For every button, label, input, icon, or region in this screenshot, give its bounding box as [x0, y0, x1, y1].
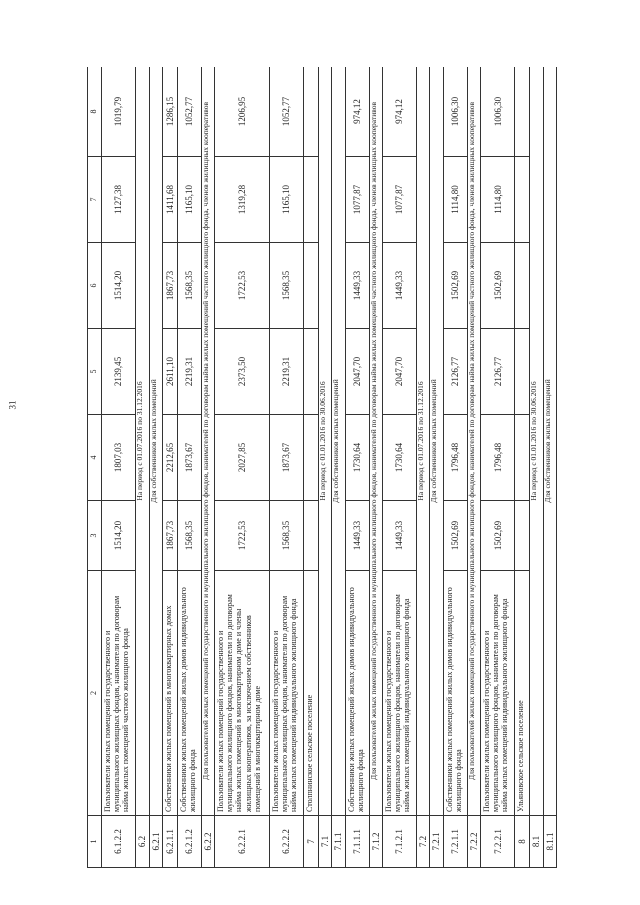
tariff-value: 2139,45 [102, 329, 136, 415]
tariff-value: 974,12 [345, 67, 369, 157]
table-row [102, 67, 136, 868]
row-code: 7.1.2.1 [382, 816, 416, 868]
empty-cell [304, 67, 319, 157]
tariff-value: 1502,69 [481, 501, 515, 571]
tariff-value: 1722,53 [215, 501, 270, 571]
empty-cell [304, 329, 319, 415]
empty-cell [304, 157, 319, 243]
row-description: Пользователи жилых помещений государственного и муниципального жилищного фондов, наниматели по договорам найма жилых помещений индивидуального жилищного фонда [481, 571, 515, 816]
section-row [304, 67, 319, 868]
row-code: 6.2.2.2 [269, 816, 303, 868]
tariff-value: 1568,35 [269, 501, 303, 571]
tariff-value: 1006,30 [481, 67, 515, 157]
tariff-value: 1077,87 [345, 157, 369, 243]
tariff-value: 1206,95 [215, 67, 270, 157]
tariff-table-rotated [87, 67, 557, 868]
tariff-value: 1568,35 [177, 501, 201, 571]
tariff-value: 1502,69 [481, 243, 515, 329]
period-row [369, 67, 382, 868]
period-row [543, 67, 556, 868]
column-number-header: 4 [88, 415, 102, 501]
tariff-value: 1867,73 [162, 501, 177, 571]
period-label: На период с 01.01.2016 по 30.06.2016 [318, 67, 331, 816]
tariff-value: 1077,87 [382, 157, 416, 243]
period-row [136, 67, 149, 868]
table-row [269, 67, 303, 868]
empty-cell [515, 67, 530, 157]
tariff-value: 1449,33 [382, 243, 416, 329]
period-label: Для собственников жилых помещений [149, 67, 162, 816]
empty-cell [515, 501, 530, 571]
period-label: На период с 01.07.2016 по 31.12.2016 [417, 67, 430, 816]
table-row [215, 67, 270, 868]
tariff-value: 1514,20 [102, 243, 136, 329]
tariff-value: 1286,15 [162, 67, 177, 157]
empty-cell [304, 243, 319, 329]
row-description: Собственники жилых помещений жилых домов индивидуального жилищного фонда [345, 571, 369, 816]
period-row [332, 67, 345, 868]
row-code: 7.2.1.1 [443, 816, 467, 868]
tariff-value: 1796,48 [481, 415, 515, 501]
tariff-value: 1873,67 [269, 415, 303, 501]
period-row [417, 67, 430, 868]
row-code: 7.1.2 [369, 816, 382, 868]
empty-cell [515, 243, 530, 329]
row-code: 7.2 [417, 816, 430, 868]
row-code: 6.2.1.1 [162, 816, 177, 868]
table-row [177, 67, 201, 868]
period-label: Для собственников жилых помещений [543, 67, 556, 816]
row-code: 8.1 [530, 816, 543, 868]
row-description: Пользователи жилых помещений государственного и муниципального жилищного фондов, наниматели по договорам найма жилых помещений в многоквартирном доме и члены жилищных кооперативов, за исключением собственников помещений в многоквартирном доме [215, 571, 270, 816]
period-row [467, 67, 480, 868]
row-description: Собственники жилых помещений в многоквартирных домах [162, 571, 177, 816]
column-number-header: 7 [88, 157, 102, 243]
period-label: Для пользователей жилых помещений государственного и муниципального жилищного фондов, нанимателей по договорам найма жилых помещений частного жилищного фонда, членов жилищных кооперативов [369, 67, 382, 816]
row-code: 6.2.1 [149, 816, 162, 868]
period-label: Для собственников жилых помещений [430, 67, 443, 816]
empty-cell [304, 501, 319, 571]
row-code: 7.2.2 [467, 816, 480, 868]
row-code: 7.2.2.1 [481, 816, 515, 868]
period-row [201, 67, 214, 868]
column-number-header: 8 [88, 67, 102, 157]
row-code: 6.2 [136, 816, 149, 868]
tariff-value: 1114,80 [481, 157, 515, 243]
tariff-value: 2126,77 [481, 329, 515, 415]
tariff-value: 1114,80 [443, 157, 467, 243]
row-code: 6.2.1.2 [177, 816, 201, 868]
column-number-header: 1 [88, 816, 102, 868]
period-label: Для пользователей жилых помещений государственного и муниципального жилищного фондов, нанимателей по договорам найма жилых помещений частного жилищного фонда, членов жилищных кооперативов [201, 67, 214, 816]
tariff-value: 1052,77 [177, 67, 201, 157]
column-number-header: 2 [88, 571, 102, 816]
period-row [318, 67, 331, 868]
column-number-header: 6 [88, 243, 102, 329]
tariff-value: 974,12 [382, 67, 416, 157]
row-description: Собственники жилых помещений жилых домов индивидуального жилищного фонда [177, 571, 201, 816]
tariff-value: 1019,79 [102, 67, 136, 157]
tariff-value: 1449,33 [382, 501, 416, 571]
table-row [481, 67, 515, 868]
tariff-value: 1165,10 [269, 157, 303, 243]
tariff-value: 1807,03 [102, 415, 136, 501]
tariff-value: 1722,53 [215, 243, 270, 329]
empty-cell [515, 415, 530, 501]
row-code: 6.2.2.1 [215, 816, 270, 868]
tariff-value: 1730,64 [345, 415, 369, 501]
period-row [430, 67, 443, 868]
column-number-header: 3 [88, 501, 102, 571]
page-number: 31 [7, 400, 18, 410]
row-code: 7 [304, 816, 319, 868]
row-code: 6.1.2.2 [102, 816, 136, 868]
row-description: Пользователи жилых помещений государственного и муниципального жилищного фондов, наниматели по договорам найма жилых помещений индивидуального жилищного фонда [382, 571, 416, 816]
tariff-value: 2126,77 [443, 329, 467, 415]
section-row [515, 67, 530, 868]
row-description: Собственники жилых помещений жилых домов индивидуального жилищного фонда [443, 571, 467, 816]
period-label: На период с 01.01.2016 по 30.06.2016 [530, 67, 543, 816]
table-row [443, 67, 467, 868]
tariff-value: 1052,77 [269, 67, 303, 157]
period-row [149, 67, 162, 868]
row-code: 8 [515, 816, 530, 868]
tariff-value: 2219,31 [177, 329, 201, 415]
tariff-value: 1568,35 [177, 243, 201, 329]
row-code: 8.1.1 [543, 816, 556, 868]
header-row [88, 67, 102, 868]
tariff-value: 2219,31 [269, 329, 303, 415]
tariff-value: 2212,65 [162, 415, 177, 501]
period-row [530, 67, 543, 868]
period-label: Для пользователей жилых помещений государственного и муниципального жилищного фондов, нанимателей по договорам найма жилых помещений частного жилищного фонда, членов жилищных кооперативов [467, 67, 480, 816]
empty-cell [304, 415, 319, 501]
tariff-value: 2373,50 [215, 329, 270, 415]
tariff-value: 2047,70 [382, 329, 416, 415]
tariff-value: 1502,69 [443, 501, 467, 571]
row-code: 7.1 [318, 816, 331, 868]
empty-cell [515, 329, 530, 415]
section-title: Столпнинское сельское поселение [304, 571, 319, 816]
tariff-value: 2047,70 [345, 329, 369, 415]
tariff-value: 1127,38 [102, 157, 136, 243]
tariff-value: 1867,73 [162, 243, 177, 329]
row-code: 7.2.1 [430, 816, 443, 868]
tariff-value: 1449,33 [345, 501, 369, 571]
table-row [162, 67, 177, 868]
period-label: Для собственников жилых помещений [332, 67, 345, 816]
tariff-value: 1449,33 [345, 243, 369, 329]
section-title: Ульяновское сельское поселение [515, 571, 530, 816]
row-code: 7.1.1 [332, 816, 345, 868]
tariff-value: 1006,30 [443, 67, 467, 157]
table-row [345, 67, 369, 868]
column-number-header: 5 [88, 329, 102, 415]
tariff-value: 1502,69 [443, 243, 467, 329]
tariff-value: 1514,20 [102, 501, 136, 571]
tariff-value: 2027,85 [215, 415, 270, 501]
tariff-value: 1796,48 [443, 415, 467, 501]
rotated-table-sheet [87, 67, 557, 868]
row-code: 6.2.2 [201, 816, 214, 868]
row-description: Пользователи жилых помещений государственного и муниципального жилищных фондов, наниматели по договорам найма жилых помещений частного жилищного фонда [102, 571, 136, 816]
row-description: Пользователи жилых помещений государственного и муниципального жилищных фондов, наниматели по договорам найма жилых помещений индивидуального жилищного фонда [269, 571, 303, 816]
table-row [382, 67, 416, 868]
tariff-value: 1165,10 [177, 157, 201, 243]
empty-cell [515, 157, 530, 243]
tariff-value: 2611,10 [162, 329, 177, 415]
tariff-table [87, 67, 557, 868]
tariff-value: 1411,68 [162, 157, 177, 243]
period-label: На период с 01.07.2016 по 31.12.2016 [136, 67, 149, 816]
tariff-value: 1730,64 [382, 415, 416, 501]
tariff-value: 1319,28 [215, 157, 270, 243]
tariff-value: 1873,67 [177, 415, 201, 501]
row-code: 7.1.1.1 [345, 816, 369, 868]
tariff-value: 1568,35 [269, 243, 303, 329]
